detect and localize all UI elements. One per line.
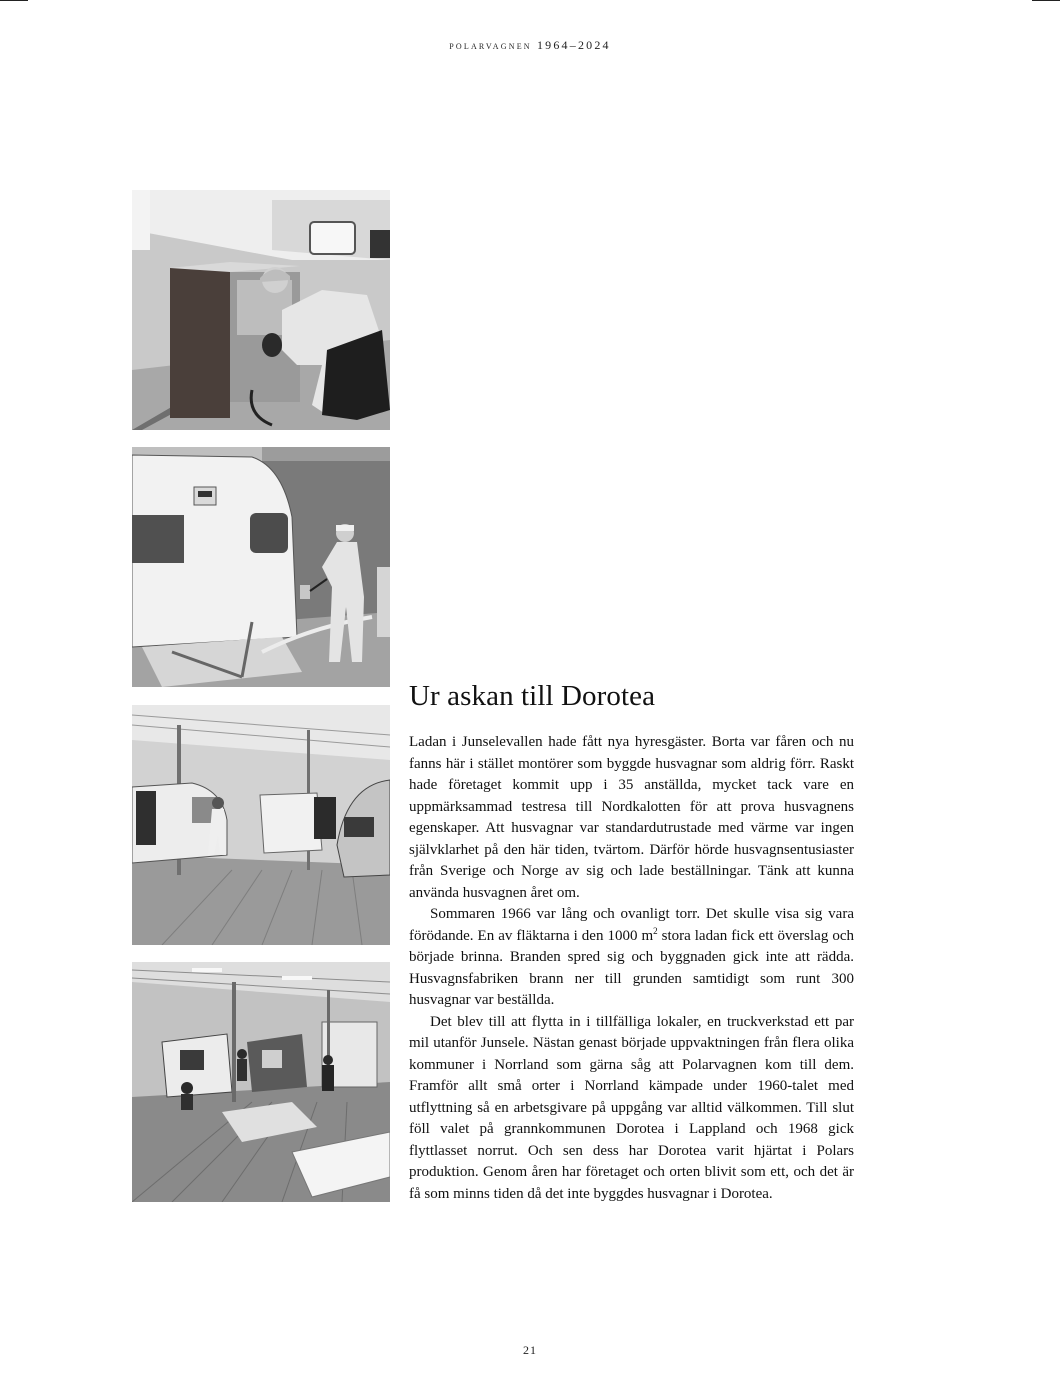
photo-spray-painting-caravan: [132, 447, 390, 687]
photo-caravans-in-workshop: [132, 705, 390, 945]
photo-worker-spraying-cabinet: [132, 190, 390, 430]
superscript-squared: 2: [653, 925, 658, 936]
article-paragraph-2: [409, 904, 854, 1012]
crop-mark-right: [1032, 0, 1060, 1]
article: [409, 676, 854, 1205]
article-paragraph-1: Ladan i Junselevallen hade fått nya hyresgäster. Borta var fåren och nu fanns här i stället montörer som byggde husvagnar som aldrig förr. Raskt hade företaget kommit upp i 35 anställda, mycket tack vare en uppmärksammad testresa till Nordkalotten för att prova husvagnens egenskaper. Att husvagnar var standardutrustade med värme var ingen självklarhet på den här tiden, tvärtom. Därför hörde husvagnsentusiaster från Sverige och Norge av sig och lade beställningar. Tänk att kunna använda husvagnen året om.: [409, 734, 854, 901]
crop-mark-left: [0, 0, 28, 1]
page-number: 21: [523, 1343, 537, 1357]
article-title: Ur askan till Dorotea: [409, 680, 656, 712]
article-paragraph-3: Det blev till att flytta in i tillfälliga lokaler, en truckverkstad ett par mil utanför Junsele. Nästan genast började uppvaktningen från flera olika kommuner i Norrland som gärna såg att Polarvagnen kom till dem. Framför allt små orter i Norrland kämpade under 1960-talet med utflyttning så en arbetsgivare på uppgång var alltid välkommen. Till slut föll valet på grannkommunen Dorotea i Lappland och 1968 gick flyttlasset norrut. Och sen dess har Dorotea varit hjärtat i Polars produktion. Genom åren har företaget och orten blivit som ett, och det är få som minns tiden då det inte byggdes husvagnar i Dorotea.: [409, 1013, 854, 1202]
running-header: polarvagnen 1964–2024: [449, 38, 611, 52]
paragraph-2-text-end: stora ladan fick ett överslag och började brinna. Branden spred sig och byggnaden gick inte att rädda. Husvagnsfabriken brann ner till grunden samtidigt som runt 300 husvagnar var beställda.: [409, 927, 854, 1008]
paragraph-2-text-start: Sommaren 1966 var lång och ovanligt torr. Det skulle visa sig vara förödande. En av fläktarna i den 1000 m: [409, 906, 854, 944]
photo-caravan-assembly-line: [132, 962, 390, 1202]
